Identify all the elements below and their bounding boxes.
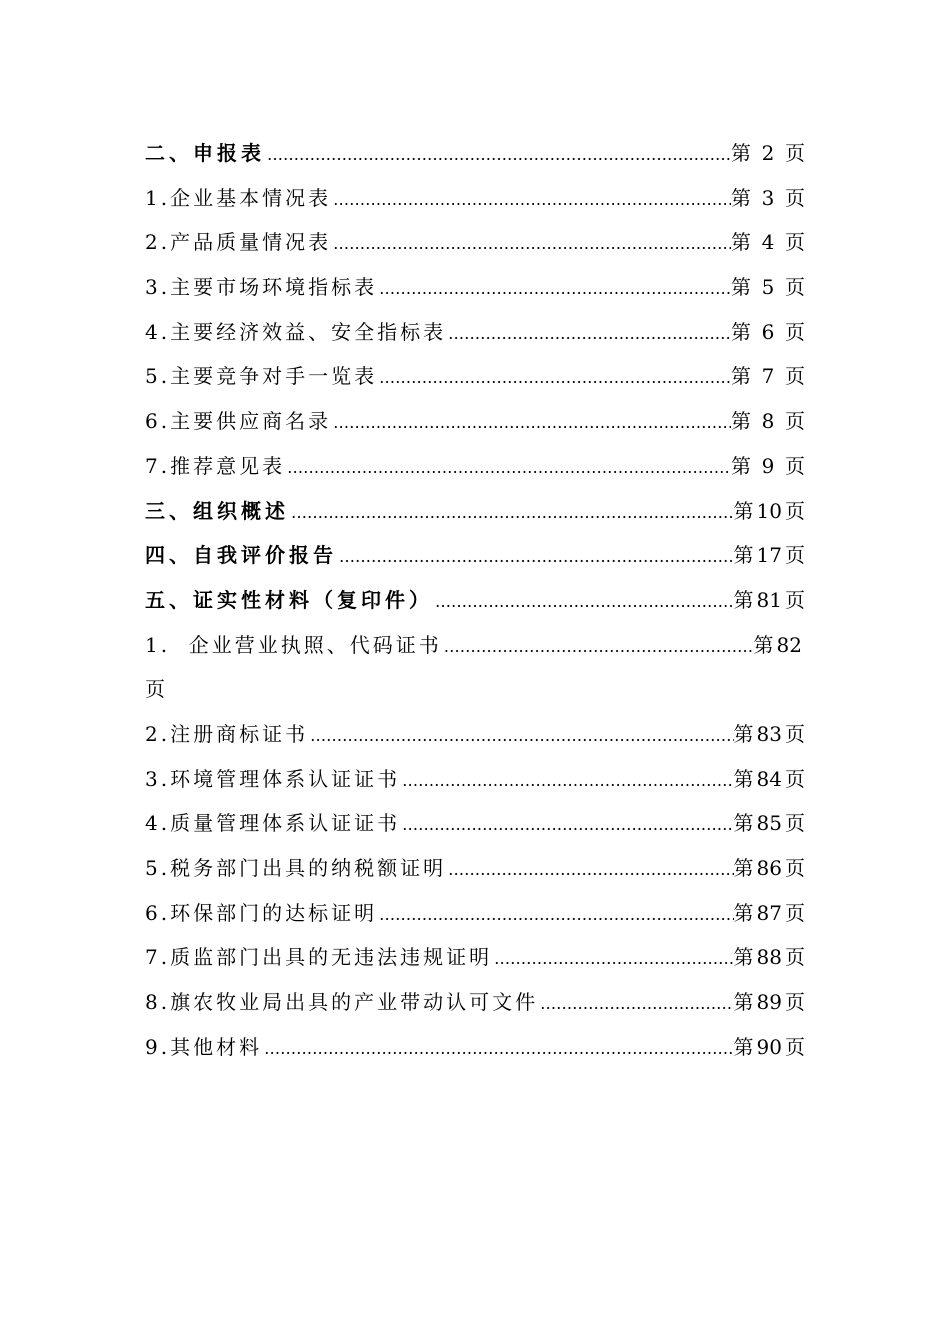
toc-entry-title: 3.环境管理体系认证证书 xyxy=(145,766,401,791)
dot-leader xyxy=(285,446,731,489)
dot-leader xyxy=(377,267,731,310)
toc-entry xyxy=(145,489,805,534)
toc-entry-title: 8.旗农牧业局出具的产业带动认可文件 xyxy=(145,990,539,1015)
toc-entry-page: 第 90 页 xyxy=(733,1034,805,1059)
toc-entry xyxy=(145,712,805,757)
toc-entry-page: 第 10 页 xyxy=(733,498,805,523)
toc-entry-title: 5.税务部门出具的纳税额证明 xyxy=(145,856,447,880)
toc-entry xyxy=(145,310,805,355)
toc-entry-page: 第 9 页 xyxy=(731,453,805,478)
toc-entry xyxy=(145,1025,805,1070)
toc-entry-page: 第 7 页 xyxy=(731,364,805,389)
toc-entry-title: 9.其他材料 xyxy=(145,1034,263,1059)
toc-entry xyxy=(145,131,805,176)
toc-entry-title: 4.质量管理体系认证证书 xyxy=(145,811,401,836)
dot-leader xyxy=(433,580,734,623)
toc-entry-title: 2.产品质量情况表 xyxy=(145,230,332,255)
toc-entry xyxy=(145,176,805,221)
toc-entry-title: 1. 企业营业执照、代码证书 xyxy=(145,632,442,657)
toc-entry-page: 第 88 页 xyxy=(733,945,805,970)
dot-leader xyxy=(265,133,731,176)
toc-entry-page: 第 6 页 xyxy=(731,319,805,344)
dot-leader xyxy=(331,401,731,444)
toc-entry xyxy=(145,891,805,936)
toc-entry-page: 第 83 页 xyxy=(733,721,805,746)
toc-entry-page: 第 17 页 xyxy=(733,543,805,568)
toc-entry-page-prefix: 第 82 xyxy=(753,632,802,657)
toc-entry xyxy=(145,846,805,891)
dot-leader xyxy=(442,625,754,668)
toc-entry-title: 三、组织概述 xyxy=(145,498,289,523)
toc-entry xyxy=(145,578,805,623)
toc-entry-title: 3.主要市场环境指标表 xyxy=(145,275,378,300)
toc-entry-title: 四、自我评价报告 xyxy=(145,543,337,568)
toc-entry xyxy=(145,801,805,846)
toc-entry-title: 1.企业基本情况表 xyxy=(145,185,332,210)
toc-entry xyxy=(145,220,805,265)
toc-entry xyxy=(145,265,805,310)
toc-entry xyxy=(145,935,805,980)
toc-entry-page-suffix: 页 xyxy=(145,677,165,702)
toc-entry-page: 第 85 页 xyxy=(733,811,805,836)
toc-entry-page: 第 3 页 xyxy=(731,185,805,210)
dot-leader xyxy=(446,312,731,355)
toc-entry xyxy=(145,444,805,489)
toc-entry xyxy=(145,980,805,1025)
dot-leader xyxy=(337,535,734,578)
toc-entry-page: 第 86 页 xyxy=(733,856,805,880)
toc-entry-page: 第 87 页 xyxy=(733,900,805,925)
toc-entry-title: 2.注册商标证书 xyxy=(145,721,309,746)
toc-entry-title: 二、申报表 xyxy=(145,141,265,165)
table-of-contents xyxy=(145,131,805,1069)
toc-entry xyxy=(145,354,805,399)
toc-entry-page: 第 2 页 xyxy=(731,141,805,165)
toc-entry-page: 第 89 页 xyxy=(733,990,805,1015)
dot-leader xyxy=(492,937,733,980)
dot-leader xyxy=(400,759,733,802)
toc-entry-page: 第 84 页 xyxy=(733,766,805,791)
toc-entry-title: 5.主要竞争对手一览表 xyxy=(145,364,378,389)
dot-leader xyxy=(331,222,731,265)
dot-leader xyxy=(331,178,731,221)
toc-entry-page: 第 8 页 xyxy=(731,409,805,434)
dot-leader xyxy=(308,714,733,757)
toc-entry xyxy=(145,757,805,802)
dot-leader xyxy=(538,982,733,1025)
toc-entry xyxy=(145,533,805,578)
dot-leader xyxy=(400,803,733,846)
toc-entry-title: 4.主要经济效益、安全指标表 xyxy=(145,319,447,344)
toc-entry-title: 7.推荐意见表 xyxy=(145,453,286,478)
dot-leader xyxy=(262,1027,733,1070)
dot-leader xyxy=(289,491,734,534)
toc-entry xyxy=(145,399,805,444)
toc-entry-title: 五、证实性材料（复印件） xyxy=(145,587,433,612)
toc-entry-page: 第 81 页 xyxy=(733,587,805,612)
toc-entry-title: 6.环保部门的达标证明 xyxy=(145,900,378,925)
toc-entry-wrapped xyxy=(145,623,805,668)
toc-entry-title: 6.主要供应商名录 xyxy=(145,409,332,434)
dot-leader xyxy=(377,356,731,399)
toc-entry-page: 第 4 页 xyxy=(731,230,805,255)
toc-entry-title: 7.质监部门出具的无违法违规证明 xyxy=(145,945,493,970)
dot-leader xyxy=(377,893,733,936)
dot-leader xyxy=(446,848,733,891)
toc-entry-page: 第 5 页 xyxy=(731,275,805,300)
